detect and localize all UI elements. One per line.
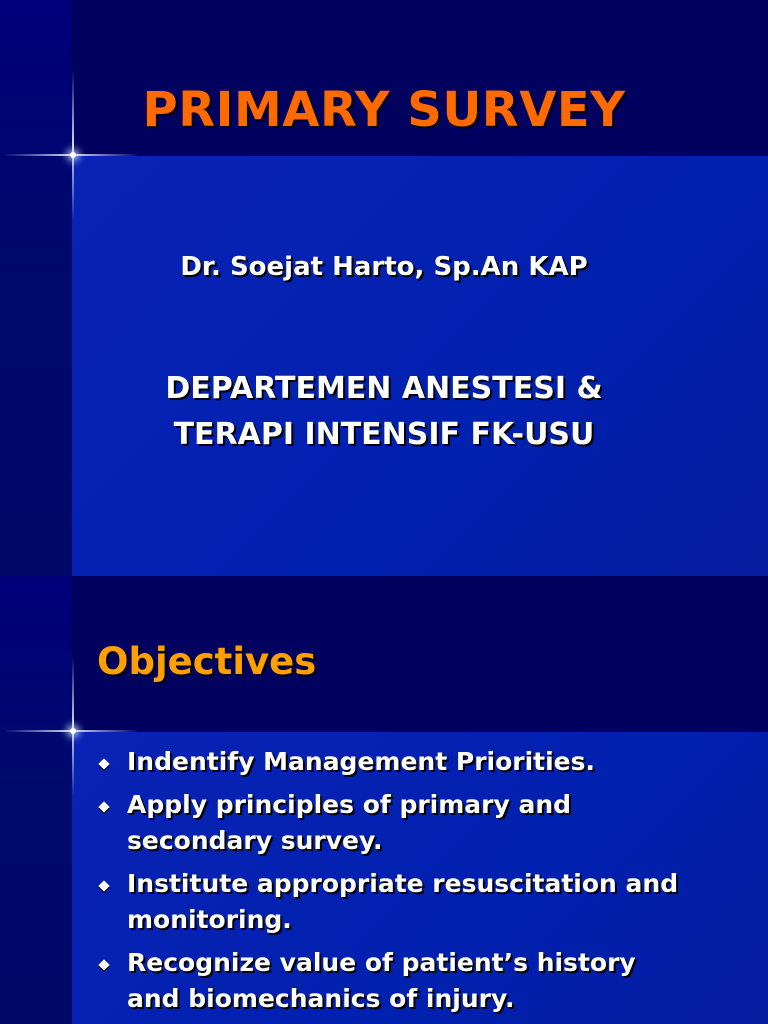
list-item-text: Apply principles of primary and [127, 790, 572, 819]
sparkle-icon [70, 728, 76, 734]
list-item-text: secondary survey. [127, 826, 383, 855]
department-line: TERAPI INTENSIF FK-USU [173, 417, 595, 452]
objectives-heading: Objectives [97, 640, 317, 683]
left-band [0, 576, 72, 1024]
list-item-text: and biomechanics of injury. [127, 984, 515, 1013]
list-item [98, 866, 758, 938]
objectives-slide [0, 576, 768, 1024]
list-item [98, 744, 758, 780]
objectives-list [98, 744, 758, 1024]
diamond-bullet-icon [98, 758, 109, 769]
list-item [98, 787, 758, 859]
list-item-text: Indentify Management Priorities. [127, 747, 596, 776]
sparkle-icon [70, 152, 76, 158]
slide-title: PRIMARY SURVEY [142, 82, 626, 138]
diamond-bullet-icon [98, 801, 109, 812]
author-name: Dr. Soejat Harto, Sp.An KAP [180, 252, 588, 282]
diamond-bullet-icon [98, 959, 109, 970]
list-item-text: monitoring. [127, 905, 292, 934]
sparkle-vertical [72, 656, 74, 796]
diamond-bullet-icon [98, 880, 109, 891]
list-item-text: Recognize value of patient’s history [127, 948, 636, 977]
department-line: DEPARTEMEN ANESTESI & [165, 371, 603, 406]
department-name [0, 366, 768, 458]
list-item [98, 945, 758, 1017]
list-item-text: Institute appropriate resuscitation and [127, 869, 679, 898]
